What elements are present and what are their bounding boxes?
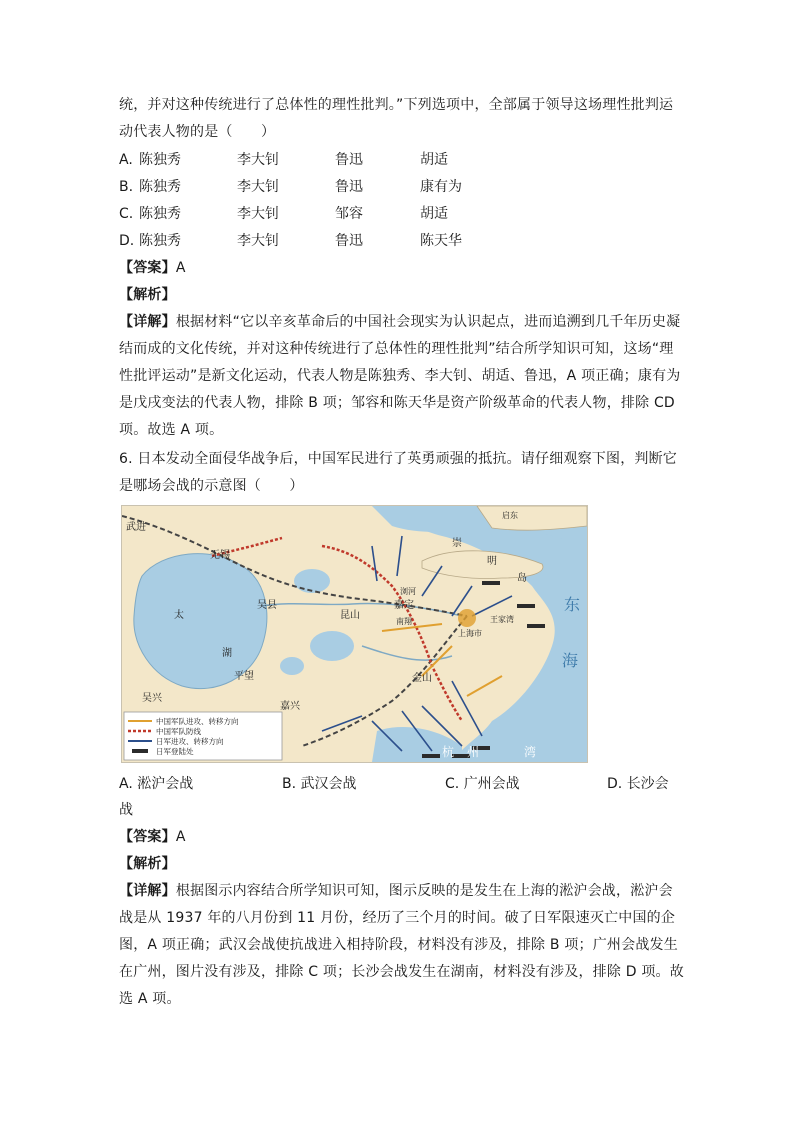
map-label-kunshan: 昆山: [340, 610, 360, 621]
q6-option-wrap: 战: [119, 802, 134, 818]
detail-text: 根据材料“它以辛亥革命后的中国社会现实为认识起点，进而追溯到几千年历史凝: [175, 314, 681, 330]
option-letter: A.: [119, 776, 133, 792]
option-item: 鲁迅: [335, 179, 363, 195]
map-label-dong: 东: [564, 595, 581, 614]
option-item: 康有为: [420, 179, 462, 195]
q5-answer: [119, 258, 186, 278]
map-label-wuxi: 无锡: [210, 550, 230, 561]
q5-detail-line-5: 项。故选 A 项。: [119, 422, 224, 438]
option-item: 胡适: [420, 206, 448, 222]
map-label-wangjiawan: 王家湾: [490, 615, 514, 624]
battle-map: [121, 505, 588, 763]
option-text: 武汉会战: [300, 776, 357, 792]
option-item: 陈天华: [420, 233, 462, 249]
q5-analysis-tag: [119, 285, 176, 305]
map-label-shanghai: 上海市: [458, 629, 482, 638]
detail-tag: 【详解】: [119, 883, 176, 899]
q6-detail-line-5: 选 A 项。: [119, 991, 181, 1007]
option-item: 胡适: [420, 152, 448, 168]
map-label-qidong: 启东: [502, 511, 518, 520]
q5-detail-line-4: 是戊戌变法的代表人物，排除 B 项；邹容和陈天华是资产阶级革命的代表人物，排除 CD: [119, 395, 675, 411]
map-label-nanxiang: 南翔: [396, 617, 412, 626]
q6-detail-line-2: 战是从 1937 年的八月份到 11 月份，经历了三个月的时间。破了日军限速灭亡中国的企: [119, 910, 676, 926]
q6-option-c: [445, 773, 520, 793]
q5-detail-line-3: 性批评运动”是新文化运动，代表人物是陈独秀、李大钊、胡适、鲁迅，A 项正确；康有为: [119, 368, 681, 384]
map-label-dao: 岛: [517, 573, 527, 584]
map-label-wujin: 武进: [126, 522, 146, 533]
analysis-tag: 【解析】: [119, 856, 176, 872]
option-item: 陈独秀: [139, 179, 181, 195]
q5-detail-line-1: [119, 312, 680, 332]
answer-value: A: [175, 260, 186, 276]
map-label-hu: 湖: [222, 648, 232, 659]
option-item: 鲁迅: [335, 233, 363, 249]
q6-detail-line-3: 图，A 项正确；武汉会战使抗战进入相持阶段，材料没有涉及，排除 B 项；广州会战发生: [119, 937, 678, 953]
map-label-jinshan: 金山: [412, 673, 432, 684]
option-letter: A.: [119, 152, 133, 168]
detail-tag: 【详解】: [119, 314, 176, 330]
option-letter: D.: [119, 233, 135, 249]
battle-map-svg: [122, 506, 587, 762]
legend-china-move: 中国军队进攻、转移方向: [156, 717, 239, 726]
map-label-hang: 杭: [442, 745, 455, 759]
map-label-jiaxing: 嘉兴: [280, 701, 300, 712]
answer-tag: 【答案】: [119, 260, 176, 276]
map-label-wuxing: 吴兴: [142, 693, 162, 704]
legend-japan-landing: 日军登陆处: [156, 747, 194, 756]
option-text: 长沙会: [626, 776, 669, 792]
map-label-zhou: 州: [467, 745, 480, 759]
option-item: 鲁迅: [335, 152, 363, 168]
map-label-ming: 明: [487, 556, 497, 567]
q6-analysis-tag: [119, 854, 176, 874]
legend-china-line: 中国军队防线: [156, 727, 201, 736]
q6-line-1: 6. 日本发动全面侵华战争后，中国军民进行了英勇顽强的抵抗。请仔细观察下图，判断它: [119, 451, 678, 467]
q6-option-d: [607, 773, 669, 793]
answer-value: A: [175, 829, 186, 845]
option-item: 陈独秀: [139, 152, 181, 168]
option-letter: C.: [119, 206, 134, 222]
option-item: 李大钊: [237, 206, 279, 222]
analysis-tag: 【解析】: [119, 287, 176, 303]
legend-japan-move: 日军进攻、转移方向: [156, 737, 224, 746]
option-item: 李大钊: [237, 152, 279, 168]
option-letter: B.: [282, 776, 297, 792]
option-letter: D.: [607, 776, 623, 792]
option-letter: B.: [119, 179, 134, 195]
detail-text: 根据图示内容结合所学知识可知，图示反映的是发生在上海的淞沪会战，淞沪会: [175, 883, 673, 899]
q6-option-a: [119, 773, 193, 793]
map-label-liuhe: 浏河: [400, 587, 416, 596]
answer-tag: 【答案】: [119, 829, 176, 845]
option-item: 陈独秀: [139, 206, 181, 222]
map-label-wuxian: 吴县: [257, 600, 277, 611]
q5-detail-line-2: 结而成的文化传统，并对这种传统进行了总体性的理性批判”结合所学知识可知，这场“理: [119, 341, 674, 357]
q6-detail-line-1: [119, 881, 673, 901]
option-item: 邹容: [335, 206, 363, 222]
q6-options: [119, 773, 679, 793]
map-label-chong: 崇: [452, 538, 462, 549]
option-text: 广州会战: [463, 776, 520, 792]
q5-line-1: 统，并对这种传统进行了总体性的理性批判。”下列选项中，全部属于领导这场理性批判运: [119, 97, 674, 113]
map-label-jiading: 嘉定: [394, 600, 414, 611]
q6-answer: [119, 827, 186, 847]
q5-line-2: 动代表人物的是（ ）: [119, 124, 276, 140]
map-label-wan: 湾: [524, 745, 537, 759]
option-item: 李大钊: [237, 179, 279, 195]
map-label-pingwang: 平望: [234, 671, 254, 682]
q6-line-2: 是哪场会战的示意图（ ）: [119, 478, 304, 494]
option-item: 陈独秀: [139, 233, 181, 249]
q6-option-b: [282, 773, 357, 793]
option-text: 淞沪会战: [137, 776, 194, 792]
option-letter: C.: [445, 776, 460, 792]
option-item: 李大钊: [237, 233, 279, 249]
q6-detail-line-4: 在广州，图片没有涉及，排除 C 项；长沙会战发生在湖南，材料没有涉及，排除 D 项。故: [119, 964, 684, 980]
map-label-tai: 太: [174, 610, 184, 621]
map-label-hai: 海: [562, 651, 579, 670]
